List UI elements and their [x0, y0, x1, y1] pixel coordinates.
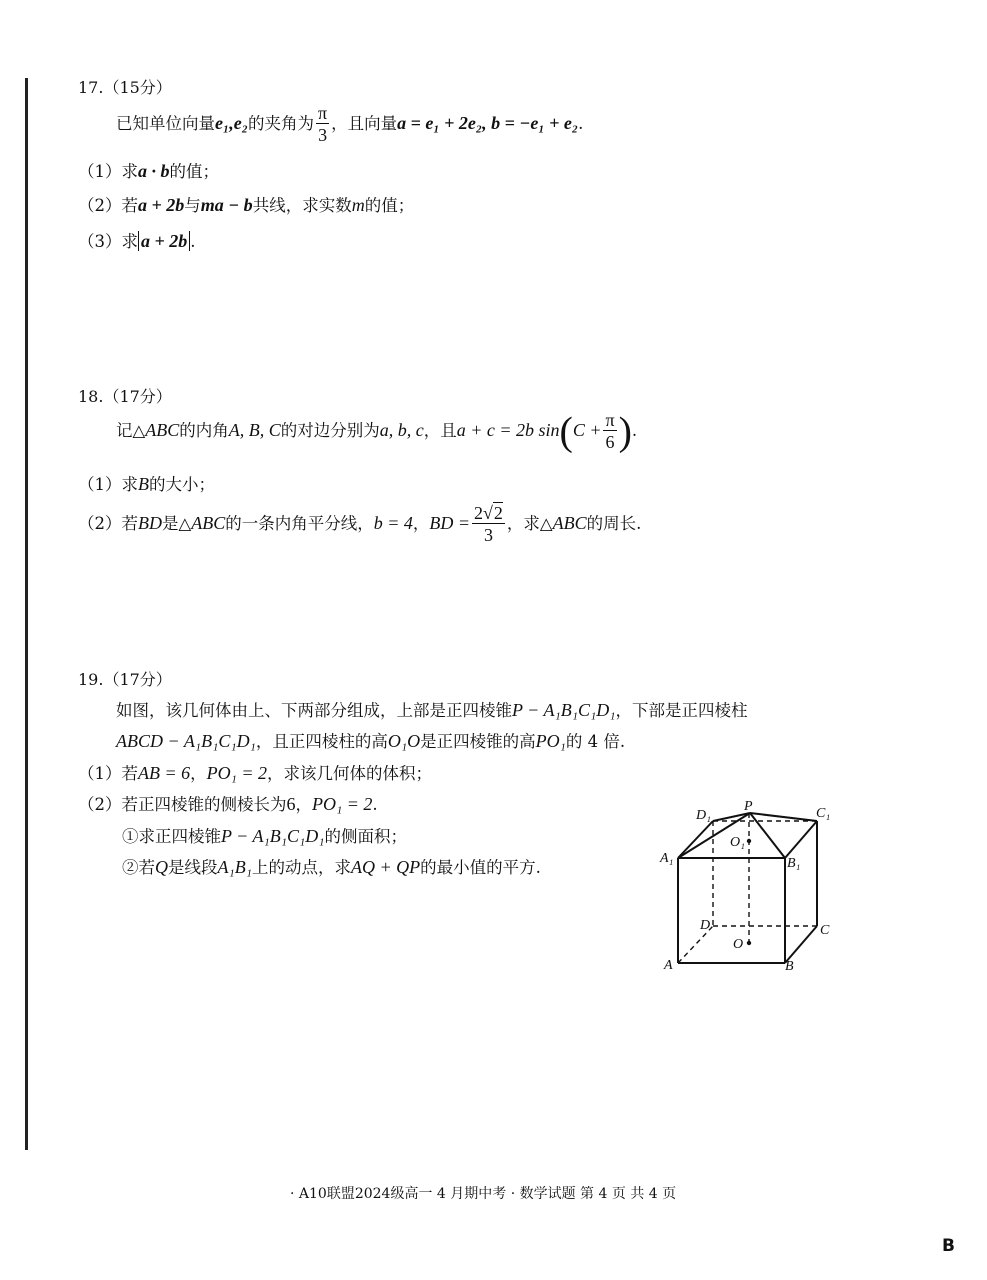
q18-stem: 记△ABC的内角A, B, C的对边分别为a, b, c，且a + c = 2b sin(C + $\frac{\pi}{6}$ ).: [116, 408, 638, 454]
q18-number: 18.（17分）: [78, 387, 172, 406]
label-B1: B₁: [787, 856, 801, 871]
label-A1: A₁: [660, 851, 674, 866]
q17-part1: （1）求a · b的值；: [78, 161, 219, 181]
q18-part2: （2）若BD是△ABC的一条内角平分线，b = 4，BD = $\frac{2√2}{3}$ ，求△ABC的周长.: [78, 503, 642, 545]
label-B: B: [785, 959, 794, 974]
label-O1: O₁: [730, 835, 745, 850]
q17-angle-fraction: $\frac{\pi}{3}$: [318, 103, 328, 145]
q17-part3: （3）求 a + 2b .: [78, 231, 196, 251]
q18-part1: （1）求B的大小；: [78, 474, 215, 494]
margin-binding-line: [25, 78, 28, 1150]
q17-stem: 已知单位向量e₁,e₂的夹角为 $\frac{\pi}{3}$ ，且向量a = e₁ + 2e₂, b = −e₁ + e₂.: [116, 103, 584, 145]
q19-sub1: ①求正四棱锥P − A₁B₁C₁D₁的侧面积；: [122, 826, 408, 846]
label-D: D: [700, 918, 711, 933]
q19-part2: （2）若正四棱锥的侧棱长为6，PO₁ = 2.: [78, 794, 378, 814]
edge-PC1: [750, 813, 817, 821]
q18-pi-fraction: $\frac{\pi}{6}$: [605, 410, 615, 452]
label-C: C: [820, 923, 830, 938]
corner-mark: B: [942, 1236, 955, 1256]
point-O: [747, 941, 751, 945]
q19-part1: （1）若AB = 6，PO₁ = 2，求该几何体的体积；: [78, 763, 433, 783]
q18-bd-fraction: $\frac{2√2}{3}$: [474, 503, 503, 545]
label-C1: C₁: [816, 806, 831, 821]
q17-number: 17.（15分）: [78, 78, 172, 97]
q19-line1: 如图，该几何体由上、下两部分组成，上部是正四棱锥P − A₁B₁C₁D₁，下部是正四棱柱: [116, 700, 748, 720]
edge-PB1: [750, 813, 785, 858]
label-O: O: [733, 937, 744, 952]
edge-BC: [785, 926, 817, 963]
point-O1: [747, 839, 751, 843]
q19-number: 19.（17分）: [78, 670, 172, 689]
label-D1: D₁: [696, 808, 711, 823]
page-footer: · A10联盟2024级高一 4 月期中考 · 数学试题 第 4 页 共 4 页: [290, 1186, 677, 1202]
label-A: A: [664, 958, 673, 973]
edge-B1C1: [785, 821, 817, 858]
label-P: P: [744, 799, 753, 814]
q19-line2: ABCD − A₁B₁C₁D₁，且正四棱柱的高O₁O是正四棱锥的高PO₁的 4 倍.: [116, 731, 626, 751]
q17-part2: （2）若a + 2b与ma − b共线，求实数m的值；: [78, 195, 415, 215]
q19-sub2: ②若Q是线段A₁B₁上的动点，求AQ + QP的最小值的平方.: [122, 857, 541, 877]
pyramid-prism-figure: [650, 795, 850, 980]
